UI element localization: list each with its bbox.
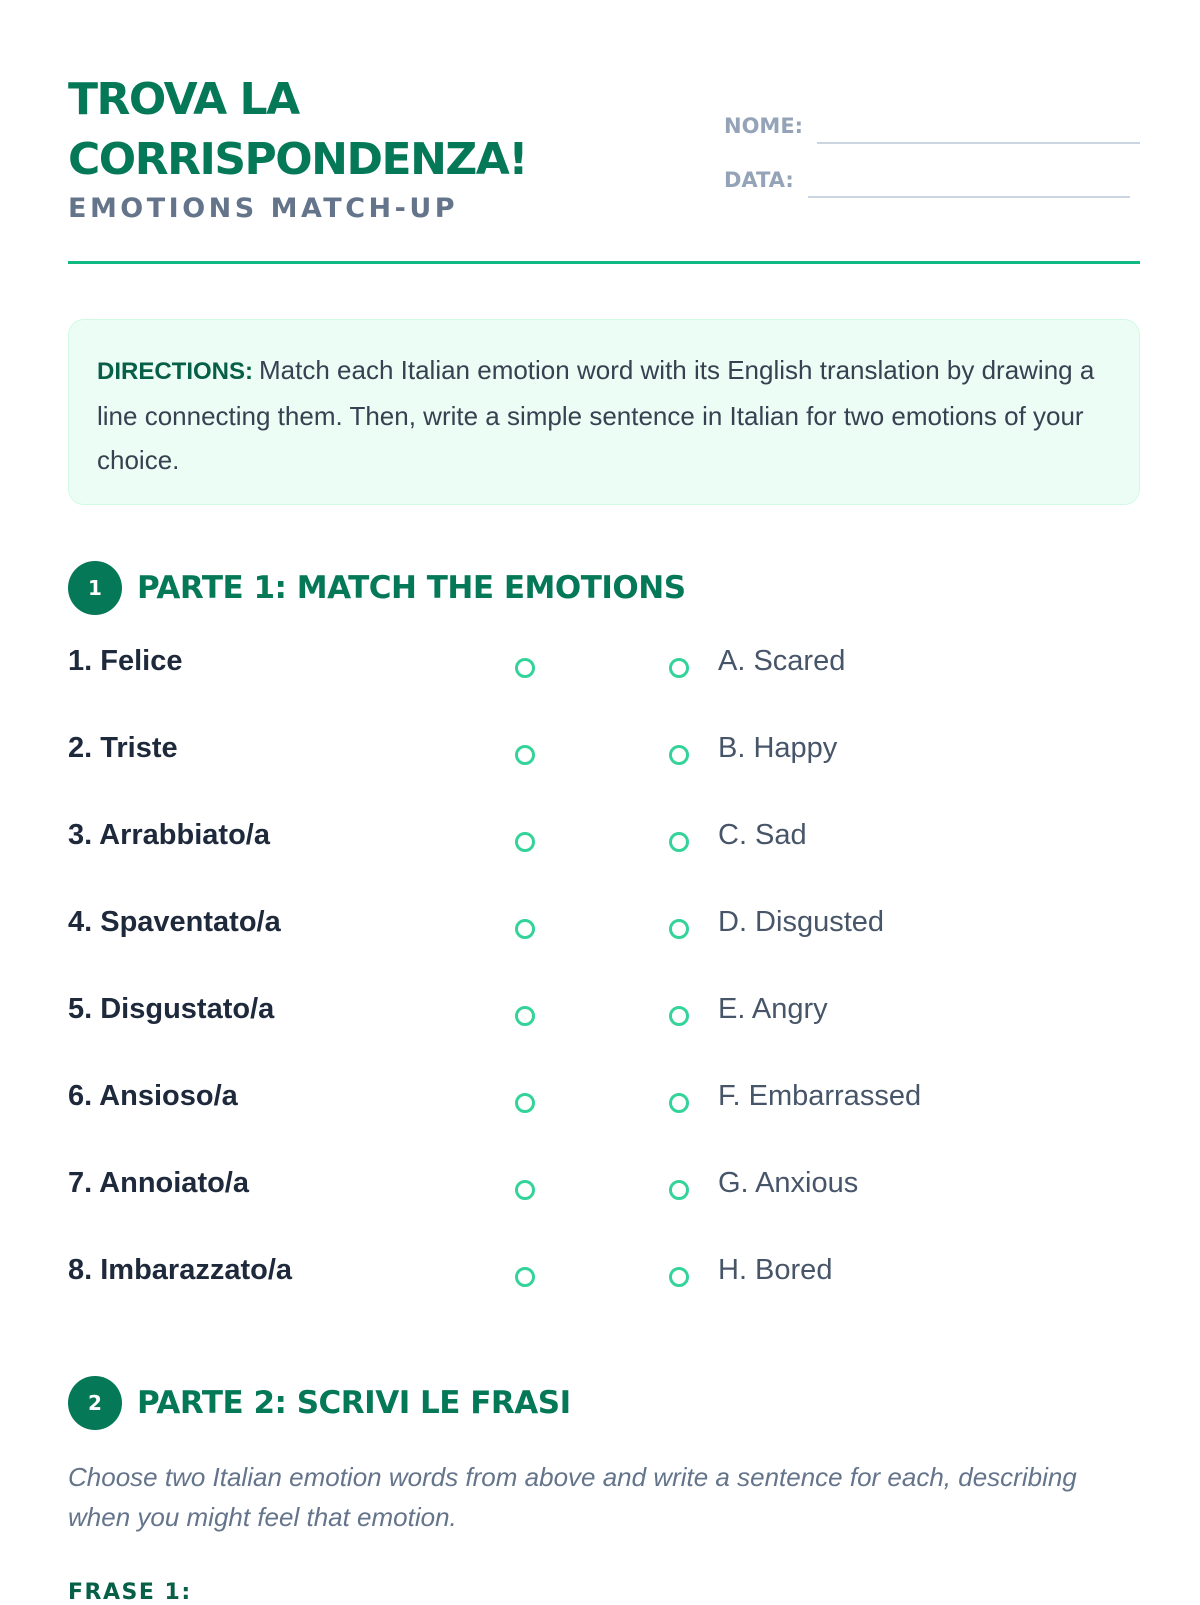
directions-label: DIRECTIONS:	[97, 358, 253, 385]
english-translation: G. Anxious	[718, 1167, 859, 1199]
part2-title: PARTE 2: SCRIVI LE FRASI	[137, 1385, 571, 1421]
left-connector-dot-icon[interactable]	[515, 1006, 535, 1026]
left-connector-dot-icon[interactable]	[515, 1180, 535, 1200]
italian-word: 2. Triste	[68, 732, 178, 764]
english-translation: B. Happy	[718, 732, 838, 764]
name-line[interactable]	[817, 106, 1140, 144]
match-row	[68, 982, 1140, 1069]
left-connector-dot-icon[interactable]	[515, 658, 535, 678]
left-connector-dot-icon[interactable]	[515, 1093, 535, 1113]
part2-instructions: Choose two Italian emotion words from above and write a sentence for each, describing when you might feel that emotion.	[68, 1462, 1077, 1532]
right-connector-dot-icon[interactable]	[669, 1180, 689, 1200]
english-translation: E. Angry	[718, 993, 828, 1025]
english-translation: H. Bored	[718, 1254, 833, 1286]
match-row	[68, 808, 1140, 895]
right-connector-dot-icon[interactable]	[669, 1267, 689, 1287]
right-connector-dot-icon[interactable]	[669, 1093, 689, 1113]
left-connector-dot-icon[interactable]	[515, 745, 535, 765]
right-connector-dot-icon[interactable]	[669, 658, 689, 678]
directions-box	[68, 319, 1140, 505]
left-connector-dot-icon[interactable]	[515, 919, 535, 939]
italian-word: 8. Imbarazzato/a	[68, 1254, 293, 1286]
worksheet-header	[68, 0, 1140, 266]
italian-word: 4. Spaventato/a	[68, 906, 281, 938]
worksheet-title: TROVA LA CORRISPONDENZA!	[68, 74, 527, 185]
italian-word: 5. Disgustato/a	[68, 993, 275, 1025]
english-translation: D. Disgusted	[718, 906, 885, 938]
left-connector-dot-icon[interactable]	[515, 1267, 535, 1287]
match-row	[68, 634, 1140, 721]
match-row	[68, 1243, 1140, 1330]
worksheet-page	[68, 0, 1140, 1605]
name-label: NOME:	[724, 114, 804, 138]
italian-word: 7. Annoiato/a	[68, 1167, 249, 1199]
match-row	[68, 895, 1140, 982]
student-info-fields	[724, 106, 1140, 214]
match-list	[68, 634, 1140, 1330]
frase1-label: FRASE 1:	[68, 1580, 192, 1605]
date-line[interactable]	[808, 160, 1130, 198]
worksheet-subtitle: EMOTIONS MATCH-UP	[68, 193, 459, 224]
right-connector-dot-icon[interactable]	[669, 832, 689, 852]
date-field	[724, 160, 1140, 198]
header-divider	[68, 261, 1140, 264]
right-connector-dot-icon[interactable]	[669, 919, 689, 939]
part1-number-badge: 1	[68, 561, 122, 615]
left-connector-dot-icon[interactable]	[515, 832, 535, 852]
name-field	[724, 106, 1140, 144]
part1-heading	[68, 561, 686, 615]
italian-word: 1. Felice	[68, 645, 183, 677]
english-translation: F. Embarrassed	[718, 1080, 922, 1112]
date-label: DATA:	[724, 168, 794, 192]
part1-title: PARTE 1: MATCH THE EMOTIONS	[137, 570, 686, 606]
match-row	[68, 1069, 1140, 1156]
directions-text: Match each Italian emotion word with its English translation by drawing a line connecting them. Then, write a simple sentence in Italian for two emotions of your choice.	[97, 355, 1095, 475]
right-connector-dot-icon[interactable]	[669, 745, 689, 765]
part2-number-badge: 2	[68, 1376, 122, 1430]
italian-word: 6. Ansioso/a	[68, 1080, 238, 1112]
italian-word: 3. Arrabbiato/a	[68, 819, 270, 851]
right-connector-dot-icon[interactable]	[669, 1006, 689, 1026]
part2-heading	[68, 1376, 571, 1430]
match-row	[68, 1156, 1140, 1243]
english-translation: A. Scared	[718, 645, 846, 677]
english-translation: C. Sad	[718, 819, 807, 851]
match-row	[68, 721, 1140, 808]
